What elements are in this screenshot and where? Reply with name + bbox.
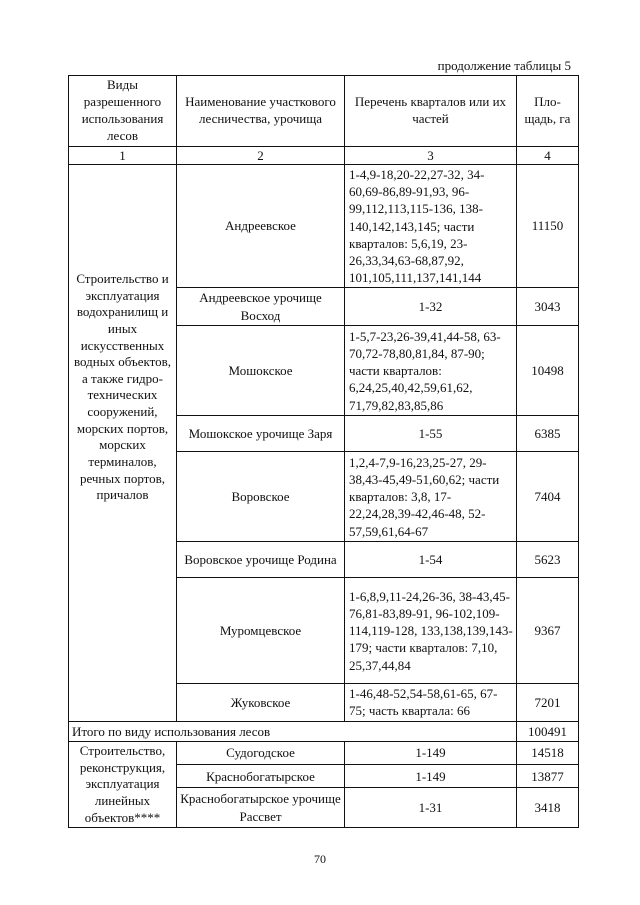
quarters-cell: 1,2,4-7,9-16,23,25-27, 29-38,43-45,49-51,60,62; части кварталов: 3,8, 17-22,24,28,39-42,46-48, 52-57,59,61,64-67 <box>345 452 517 542</box>
forestry-name-cell: Жуковское <box>177 684 345 721</box>
quarters-cell: 1-4,9-18,20-22,27-32, 34-60,69-86,89-91,93, 96-99,112,113,115-136, 138-140,142,143,145; части кварталов: 5,6,19, 23-26,33,34,63-68,87,92, 101,105,111,137,141,144 <box>345 165 517 288</box>
quarters-cell: 1-54 <box>345 542 517 578</box>
column-number-row <box>69 146 579 165</box>
column-number: 3 <box>345 146 517 165</box>
quarters-cell: 1-31 <box>345 788 517 828</box>
quarters-cell: 1-6,8,9,11-24,26-36, 38-43,45-76,81-83,89-91, 96-102,109-114,119-128, 133,138,139,143-179; части кварталов: 7,10, 25,37,44,84 <box>345 578 517 684</box>
table-row <box>69 742 579 765</box>
use-type-cell: Строительство, реконструкция, эксплуатация линейных объектов**** <box>69 742 177 828</box>
area-cell: 11150 <box>517 165 579 288</box>
column-number: 4 <box>517 146 579 165</box>
forestry-name-cell: Андреевское <box>177 165 345 288</box>
area-cell: 14518 <box>517 742 579 765</box>
total-row <box>69 721 579 742</box>
forestry-name-cell: Воровское урочище Родина <box>177 542 345 578</box>
area-cell: 9367 <box>517 578 579 684</box>
forestry-name-cell: Краснобогатырское <box>177 765 345 788</box>
forest-use-table <box>68 75 579 828</box>
area-cell: 3043 <box>517 288 579 326</box>
total-label: Итого по виду использования лесов <box>69 721 517 742</box>
quarters-cell: 1-149 <box>345 765 517 788</box>
area-cell: 6385 <box>517 416 579 452</box>
header-use-type: Виды разрешенного использования лесов <box>69 76 177 147</box>
quarters-cell: 1-46,48-52,54-58,61-65, 67-75; часть квартала: 66 <box>345 684 517 721</box>
table-row <box>69 165 579 288</box>
area-cell: 7201 <box>517 684 579 721</box>
forestry-name-cell: Краснобогатырское урочище Рассвет <box>177 788 345 828</box>
quarters-cell: 1-32 <box>345 288 517 326</box>
column-number: 2 <box>177 146 345 165</box>
forestry-name-cell: Мошокское <box>177 326 345 416</box>
area-cell: 7404 <box>517 452 579 542</box>
header-row <box>69 76 579 147</box>
header-area: Пло-щадь, га <box>517 76 579 147</box>
area-cell: 3418 <box>517 788 579 828</box>
quarters-cell: 1-5,7-23,26-39,41,44-58, 63-70,72-78,80,81,84, 87-90; части кварталов: 6,24,25,40,42,59,61,62, 71,79,82,83,85,86 <box>345 326 517 416</box>
total-area: 100491 <box>517 721 579 742</box>
use-type-cell: Строительство и эксплуатация водохранилищ и иных искусственных водных объектов, а также гидро-технических сооружений, морских портов, морских терминалов, речных портов, причалов <box>69 165 177 722</box>
forestry-name-cell: Андреевское урочище Восход <box>177 288 345 326</box>
quarters-cell: 1-55 <box>345 416 517 452</box>
area-cell: 13877 <box>517 765 579 788</box>
forestry-name-cell: Воровское <box>177 452 345 542</box>
header-quarters-list: Перечень кварталов или их частей <box>345 76 517 147</box>
area-cell: 10498 <box>517 326 579 416</box>
header-forestry-name: Наименование участкового лесничества, урочища <box>177 76 345 147</box>
forestry-name-cell: Муромцевское <box>177 578 345 684</box>
page-number: 70 <box>314 852 326 866</box>
forestry-name-cell: Мошокское урочище Заря <box>177 416 345 452</box>
area-cell: 5623 <box>517 542 579 578</box>
quarters-cell: 1-149 <box>345 742 517 765</box>
table-caption: продолжение таблицы 5 <box>437 58 571 73</box>
column-number: 1 <box>69 146 177 165</box>
forestry-name-cell: Судогодское <box>177 742 345 765</box>
